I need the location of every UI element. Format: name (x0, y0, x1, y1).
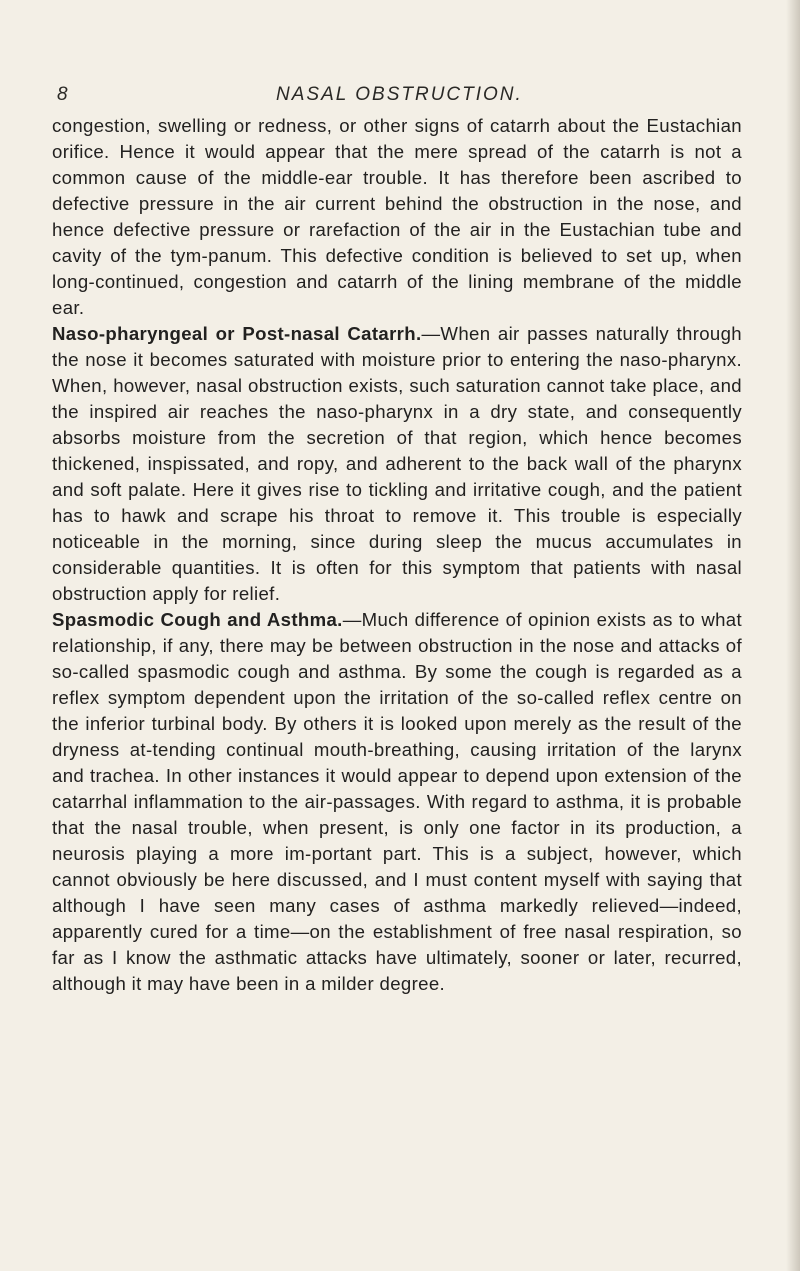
paragraph-text: —Much difference of opinion exists as to what relationship, if any, there may be between obstruction in the nose and attacks of so-called spasmodic cough and asthma. By some the cough is regarded as a reflex symptom dependent upon the irritation of the so-called reflex centre on the inferior turbinal body. By others it is looked upon merely as the result of the dryness at-tending continual mouth-breathing, causing irritation of the larynx and trachea. In other instances it would appear to depend upon extension of the catarrhal inflammation to the air-passages. With regard to asthma, it is probable that the nasal trouble, when present, is only one factor in its production, a neurosis playing a more im-portant part. This is a subject, however, which cannot obviously be here discussed, and I must content myself with saying that although I have seen many cases of asthma markedly relieved—indeed, apparently cured for a time—on the establishment of free nasal respiration, so far as I know the asthmatic attacks have ultimately, sooner or later, recurred, although it may have been in a milder degree. (52, 609, 743, 994)
paragraph-text: —When air passes naturally through the nose it becomes saturated with moisture prior to entering the naso-pharynx. When, however, nasal obstruction exists, such saturation cannot take place, and the inspired air reaches the naso-pharynx in a dry state, and consequently absorbs moisture from the secretion of that region, which hence becomes thickened, inspissated, and ropy, and adherent to the back wall of the pharynx and soft palate. Here it gives rise to tickling and irritative cough, and the patient has to hawk and scrape his throat to remove it. This trouble is especially noticeable in the morning, since during sleep the mucus accumulates in considerable quantities. It is often for this symptom that patients with nasal obstruction apply for relief. (52, 323, 743, 604)
section-heading-spasmodic-cough: Spasmodic Cough and Asthma. (52, 609, 343, 630)
running-head (57, 84, 737, 110)
page-edge-shadow (786, 0, 800, 1271)
page-number: 8 (57, 84, 69, 105)
section-heading-post-nasal-catarrh: Naso-pharyngeal or Post-nasal Catarrh. (52, 323, 422, 344)
paragraph-spasmodic-cough (52, 607, 742, 997)
body-text (52, 113, 742, 997)
paragraph-text: congestion, swelling or redness, or other signs of catarrh about the Eustachian orifice. Hence it would appear that the mere spread of the catarrh is not a common cause of the middle-ear trouble. It has therefore been ascribed to defective pressure in the air current behind the obstruction in the nose, and hence defective pressure or rarefaction of the air in the Eustachian tube and cavity of the tym-panum. This defective condition is believed to set up, when long-continued, congestion and catarrh of the lining membrane of the middle ear. (52, 115, 742, 318)
running-head-title: NASAL OBSTRUCTION. (276, 84, 523, 105)
paragraph-continuation (52, 113, 742, 321)
paragraph-post-nasal-catarrh (52, 321, 742, 607)
